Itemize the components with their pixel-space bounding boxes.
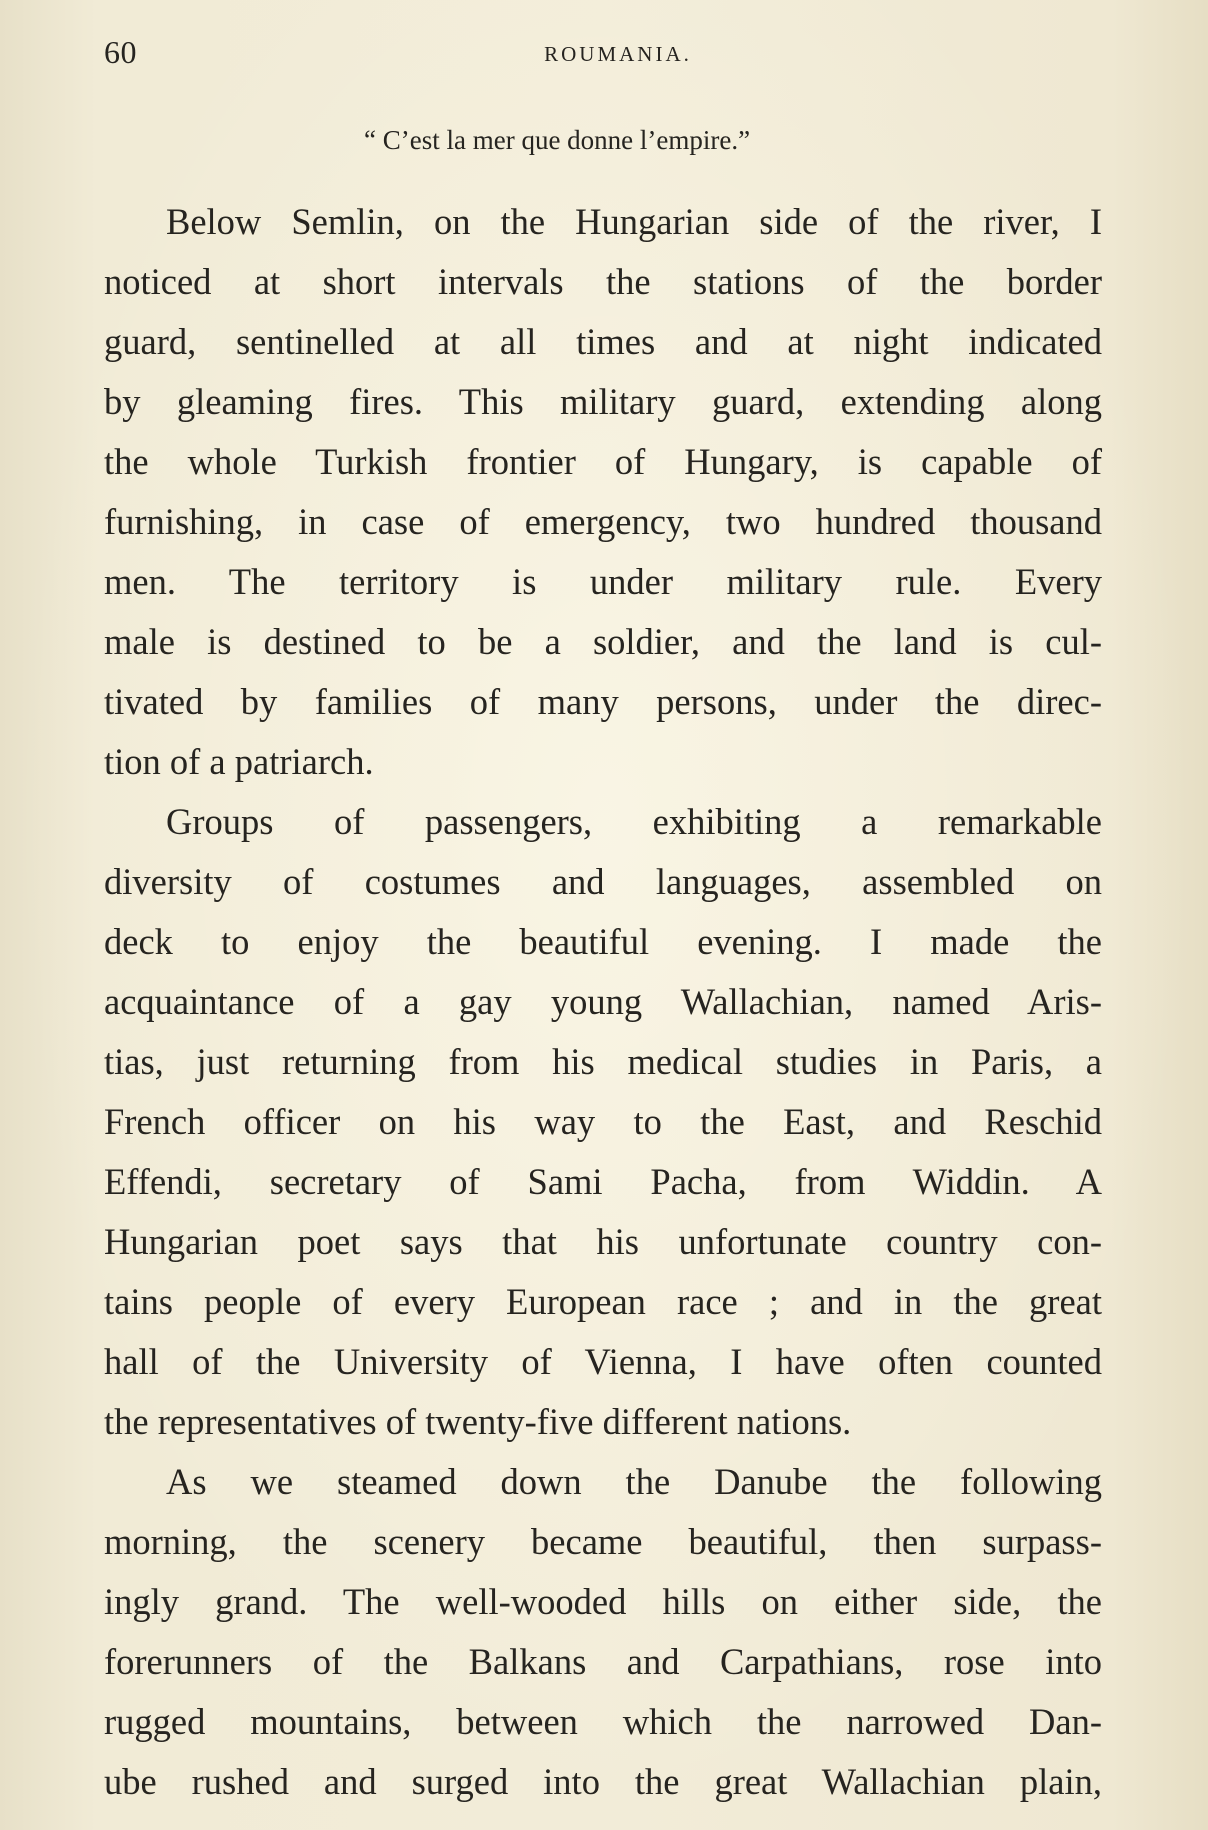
- text-line: by gleaming fires. This military guard, extending along: [104, 381, 1102, 422]
- body-text: [104, 192, 1102, 1812]
- text-line: As we steamed down the Danube the following: [166, 1461, 1102, 1502]
- epigraph: “ C’est la mer que donne l’empire.”: [364, 125, 751, 155]
- page-number: 60: [104, 34, 137, 70]
- text-line: ingly grand. The well-wooded hills on either side, the: [104, 1581, 1102, 1622]
- text-line: Groups of passengers, exhibiting a remarkable: [166, 801, 1102, 842]
- text-line: ube rushed and surged into the great Wallachian plain,: [104, 1761, 1102, 1802]
- text-line: tains people of every European race ; and in the great: [104, 1281, 1102, 1322]
- text-line: the representatives of twenty-five different nations.: [104, 1401, 852, 1442]
- paragraph-1: [104, 192, 1102, 792]
- text-line: male is destined to be a soldier, and the land is cul-: [104, 621, 1102, 662]
- text-line: furnishing, in case of emergency, two hundred thousand: [104, 501, 1102, 542]
- running-title: ROUMANIA.: [544, 42, 692, 66]
- text-line: men. The territory is under military rule. Every: [104, 561, 1102, 602]
- text-line: noticed at short intervals the stations of the border: [104, 261, 1102, 302]
- text-line: Hungarian poet says that his unfortunate country con-: [104, 1221, 1102, 1262]
- text-line: Below Semlin, on the Hungarian side of the river, I: [166, 201, 1102, 242]
- text-line: tias, just returning from his medical studies in Paris, a: [104, 1041, 1102, 1082]
- text-line: hall of the University of Vienna, I have often counted: [104, 1341, 1102, 1382]
- text-line: deck to enjoy the beautiful evening. I made the: [104, 921, 1102, 962]
- text-line: Effendi, secretary of Sami Pacha, from Widdin. A: [104, 1161, 1102, 1202]
- text-line: forerunners of the Balkans and Carpathians, rose into: [104, 1641, 1102, 1682]
- paragraph-3: [104, 1452, 1102, 1812]
- running-head: [104, 0, 1102, 92]
- text-line: rugged mountains, between which the narrowed Dan-: [104, 1701, 1102, 1742]
- text-line: guard, sentinelled at all times and at night indicated: [104, 321, 1102, 362]
- text-line: French officer on his way to the East, and Reschid: [104, 1101, 1102, 1142]
- text-line: tion of a patriarch.: [104, 741, 374, 782]
- paragraph-2: [104, 792, 1102, 1452]
- text-line: diversity of costumes and languages, assembled on: [104, 861, 1102, 902]
- text-line: the whole Turkish frontier of Hungary, is capable of: [104, 441, 1102, 482]
- text-line: tivated by families of many persons, under the direc-: [104, 681, 1102, 722]
- text-line: acquaintance of a gay young Wallachian, named Aris-: [104, 981, 1102, 1022]
- text-line: morning, the scenery became beautiful, then surpass-: [104, 1521, 1102, 1562]
